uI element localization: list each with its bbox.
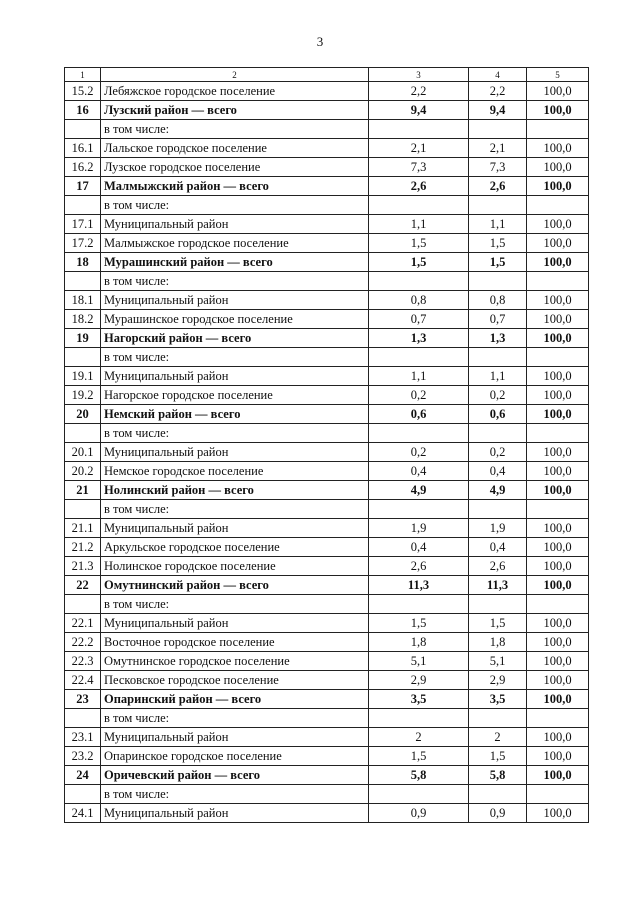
table-row [65,443,589,462]
row-value-col3-cell: 1,5 [369,234,469,253]
row-number-cell: 17 [65,177,101,196]
row-value-col3-cell: 1,9 [369,519,469,538]
row-name-cell: в том числе: [101,120,369,139]
row-name-cell: Песковское городское поселение [101,671,369,690]
row-value-col3-cell [369,709,469,728]
row-name-cell: Омутнинское городское поселение [101,652,369,671]
row-value-col4-cell: 2,9 [469,671,527,690]
row-value-col4-cell: 0,4 [469,462,527,481]
row-value-col5-cell [527,272,589,291]
row-value-col3-cell: 2,1 [369,139,469,158]
table-row [65,804,589,823]
row-number-cell: 22.2 [65,633,101,652]
row-value-col5-cell: 100,0 [527,671,589,690]
row-value-col4-cell: 2,2 [469,82,527,101]
row-name-cell: Лебяжское городское поселение [101,82,369,101]
row-name-cell: Муниципальный район [101,614,369,633]
row-name-cell: Малмыжское городское поселение [101,234,369,253]
row-value-col4-cell: 11,3 [469,576,527,595]
row-value-col4-cell: 1,5 [469,234,527,253]
row-number-cell: 16 [65,101,101,120]
table-row-district-total [65,177,589,196]
row-value-col5-cell [527,500,589,519]
row-value-col4-cell [469,595,527,614]
table-row [65,557,589,576]
row-value-col4-cell: 1,1 [469,367,527,386]
row-value-col5-cell: 100,0 [527,310,589,329]
table-row [65,709,589,728]
row-name-cell: Мурашинский район — всего [101,253,369,272]
row-value-col4-cell [469,196,527,215]
row-name-cell: в том числе: [101,709,369,728]
row-name-cell: Нолинский район — всего [101,481,369,500]
row-value-col3-cell: 1,8 [369,633,469,652]
row-value-col5-cell: 100,0 [527,367,589,386]
table-row-district-total [65,481,589,500]
row-value-col5-cell: 100,0 [527,538,589,557]
row-number-cell: 23 [65,690,101,709]
row-number-cell: 19.2 [65,386,101,405]
row-number-cell [65,424,101,443]
table-header-row [65,68,589,82]
header-cell-col3: 3 [369,68,469,82]
row-value-col5-cell: 100,0 [527,443,589,462]
row-value-col4-cell: 0,6 [469,405,527,424]
row-value-col5-cell: 100,0 [527,728,589,747]
row-name-cell: Оричевский район — всего [101,766,369,785]
row-value-col3-cell [369,500,469,519]
row-number-cell [65,348,101,367]
header-cell-col2: 2 [101,68,369,82]
table-row [65,424,589,443]
row-value-col3-cell [369,424,469,443]
row-number-cell: 19.1 [65,367,101,386]
row-value-col5-cell [527,424,589,443]
row-value-col3-cell: 2,2 [369,82,469,101]
table-row [65,519,589,538]
row-value-col5-cell [527,709,589,728]
row-name-cell: Омутнинский район — всего [101,576,369,595]
row-value-col5-cell [527,120,589,139]
row-value-col4-cell [469,348,527,367]
row-number-cell: 22.1 [65,614,101,633]
row-value-col3-cell [369,595,469,614]
row-name-cell: Муниципальный район [101,291,369,310]
row-name-cell: в том числе: [101,595,369,614]
row-name-cell: Муниципальный район [101,728,369,747]
row-number-cell: 24.1 [65,804,101,823]
row-value-col4-cell: 5,1 [469,652,527,671]
row-value-col4-cell: 0,2 [469,443,527,462]
row-name-cell: Муниципальный район [101,519,369,538]
row-value-col3-cell: 1,1 [369,367,469,386]
row-name-cell: в том числе: [101,348,369,367]
row-value-col5-cell: 100,0 [527,519,589,538]
row-name-cell: Немское городское поселение [101,462,369,481]
row-name-cell: Нагорский район — всего [101,329,369,348]
row-value-col5-cell: 100,0 [527,215,589,234]
row-number-cell [65,785,101,804]
table-row [65,291,589,310]
row-number-cell: 22.4 [65,671,101,690]
table-row-district-total [65,690,589,709]
row-value-col5-cell: 100,0 [527,462,589,481]
table-row [65,386,589,405]
row-value-col3-cell: 1,5 [369,747,469,766]
row-name-cell: Муниципальный район [101,215,369,234]
row-value-col4-cell: 2 [469,728,527,747]
row-value-col3-cell: 3,5 [369,690,469,709]
row-value-col4-cell: 0,7 [469,310,527,329]
row-number-cell: 20 [65,405,101,424]
row-name-cell: в том числе: [101,424,369,443]
row-value-col4-cell: 0,9 [469,804,527,823]
row-value-col4-cell: 1,3 [469,329,527,348]
row-value-col5-cell: 100,0 [527,557,589,576]
row-number-cell: 23.2 [65,747,101,766]
row-number-cell [65,120,101,139]
row-name-cell: Опаринское городское поселение [101,747,369,766]
table-row [65,196,589,215]
row-name-cell: Муниципальный район [101,804,369,823]
row-number-cell: 18.2 [65,310,101,329]
row-number-cell: 15.2 [65,82,101,101]
row-value-col5-cell [527,196,589,215]
row-value-col3-cell: 2,6 [369,557,469,576]
row-value-col5-cell [527,348,589,367]
row-number-cell [65,595,101,614]
row-value-col3-cell: 1,1 [369,215,469,234]
table-row [65,272,589,291]
row-value-col4-cell: 2,1 [469,139,527,158]
header-cell-col5: 5 [527,68,589,82]
row-value-col4-cell: 1,1 [469,215,527,234]
table-row [65,652,589,671]
row-number-cell [65,709,101,728]
row-value-col3-cell: 9,4 [369,101,469,120]
row-value-col5-cell: 100,0 [527,101,589,120]
row-value-col3-cell: 1,3 [369,329,469,348]
row-value-col4-cell: 0,4 [469,538,527,557]
row-number-cell: 20.1 [65,443,101,462]
row-value-col5-cell [527,595,589,614]
row-value-col3-cell: 1,5 [369,253,469,272]
row-name-cell: Аркульское городское поселение [101,538,369,557]
row-value-col3-cell: 7,3 [369,158,469,177]
row-value-col3-cell: 0,7 [369,310,469,329]
row-number-cell: 18 [65,253,101,272]
table-row-district-total [65,766,589,785]
row-value-col3-cell: 0,2 [369,386,469,405]
row-value-col4-cell [469,272,527,291]
row-value-col4-cell [469,709,527,728]
row-value-col3-cell: 2 [369,728,469,747]
row-number-cell: 16.2 [65,158,101,177]
row-value-col5-cell: 100,0 [527,747,589,766]
table-row-district-total [65,576,589,595]
row-value-col4-cell: 9,4 [469,101,527,120]
row-number-cell: 21.3 [65,557,101,576]
table-row [65,120,589,139]
row-value-col3-cell: 11,3 [369,576,469,595]
row-value-col4-cell [469,424,527,443]
row-name-cell: Опаринский район — всего [101,690,369,709]
row-value-col4-cell: 0,8 [469,291,527,310]
row-number-cell: 21 [65,481,101,500]
row-value-col3-cell: 0,2 [369,443,469,462]
row-name-cell: Восточное городское поселение [101,633,369,652]
row-value-col4-cell [469,500,527,519]
row-number-cell [65,196,101,215]
row-number-cell [65,500,101,519]
row-value-col4-cell: 2,6 [469,177,527,196]
row-number-cell: 18.1 [65,291,101,310]
row-value-col3-cell: 0,9 [369,804,469,823]
row-value-col3-cell: 0,8 [369,291,469,310]
row-value-col4-cell [469,120,527,139]
row-value-col4-cell: 1,8 [469,633,527,652]
row-value-col3-cell [369,196,469,215]
row-value-col5-cell: 100,0 [527,804,589,823]
table-row [65,462,589,481]
row-number-cell [65,272,101,291]
row-value-col3-cell: 5,8 [369,766,469,785]
row-number-cell: 17.2 [65,234,101,253]
table-row [65,139,589,158]
row-name-cell: Лальское городское поселение [101,139,369,158]
row-value-col5-cell: 100,0 [527,177,589,196]
row-number-cell: 21.2 [65,538,101,557]
table-row [65,785,589,804]
row-value-col3-cell: 5,1 [369,652,469,671]
row-name-cell: Нолинское городское поселение [101,557,369,576]
row-value-col3-cell [369,348,469,367]
row-value-col3-cell [369,785,469,804]
table-row [65,367,589,386]
page-number: 3 [316,34,324,49]
row-value-col5-cell: 100,0 [527,386,589,405]
row-value-col5-cell: 100,0 [527,158,589,177]
row-name-cell: в том числе: [101,196,369,215]
row-value-col4-cell: 4,9 [469,481,527,500]
row-value-col3-cell: 0,4 [369,462,469,481]
row-value-col5-cell: 100,0 [527,652,589,671]
row-name-cell: Нагорское городское поселение [101,386,369,405]
row-value-col5-cell: 100,0 [527,82,589,101]
table-row [65,538,589,557]
table-row [65,310,589,329]
table-row [65,728,589,747]
table-row [65,633,589,652]
row-value-col5-cell: 100,0 [527,633,589,652]
row-name-cell: Лузский район — всего [101,101,369,120]
row-value-col3-cell [369,272,469,291]
header-cell-col4: 4 [469,68,527,82]
row-value-col5-cell: 100,0 [527,139,589,158]
row-value-col4-cell: 0,2 [469,386,527,405]
table-row [65,614,589,633]
table-row [65,215,589,234]
row-value-col3-cell: 0,4 [369,538,469,557]
row-value-col4-cell: 5,8 [469,766,527,785]
row-number-cell: 22.3 [65,652,101,671]
row-value-col5-cell: 100,0 [527,766,589,785]
row-value-col4-cell [469,785,527,804]
data-table [64,67,589,823]
row-name-cell: Немский район — всего [101,405,369,424]
row-value-col4-cell: 2,6 [469,557,527,576]
table-row-district-total [65,101,589,120]
row-number-cell: 22 [65,576,101,595]
row-value-col5-cell: 100,0 [527,481,589,500]
table-row-district-total [65,329,589,348]
table-row [65,747,589,766]
row-value-col5-cell [527,785,589,804]
row-value-col4-cell: 3,5 [469,690,527,709]
row-name-cell: Муниципальный район [101,443,369,462]
header-cell-col1: 1 [65,68,101,82]
row-number-cell: 21.1 [65,519,101,538]
row-name-cell: в том числе: [101,785,369,804]
row-number-cell: 24 [65,766,101,785]
table-row [65,500,589,519]
table-row [65,234,589,253]
table-row [65,158,589,177]
row-value-col3-cell: 2,6 [369,177,469,196]
row-value-col4-cell: 1,5 [469,253,527,272]
row-value-col5-cell: 100,0 [527,329,589,348]
row-value-col5-cell: 100,0 [527,234,589,253]
row-value-col4-cell: 1,5 [469,747,527,766]
row-value-col3-cell: 2,9 [369,671,469,690]
row-value-col5-cell: 100,0 [527,690,589,709]
row-value-col4-cell: 1,9 [469,519,527,538]
table-row [65,348,589,367]
row-name-cell: Лузское городское поселение [101,158,369,177]
row-name-cell: Муниципальный район [101,367,369,386]
table-row-district-total [65,405,589,424]
row-value-col4-cell: 1,5 [469,614,527,633]
row-number-cell: 23.1 [65,728,101,747]
row-name-cell: в том числе: [101,500,369,519]
table-row [65,82,589,101]
row-number-cell: 20.2 [65,462,101,481]
row-value-col4-cell: 7,3 [469,158,527,177]
row-value-col5-cell: 100,0 [527,405,589,424]
row-name-cell: в том числе: [101,272,369,291]
row-value-col5-cell: 100,0 [527,291,589,310]
row-value-col3-cell: 4,9 [369,481,469,500]
row-number-cell: 17.1 [65,215,101,234]
row-name-cell: Мурашинское городское поселение [101,310,369,329]
row-number-cell: 19 [65,329,101,348]
table-row [65,671,589,690]
row-value-col5-cell: 100,0 [527,576,589,595]
row-number-cell: 16.1 [65,139,101,158]
row-value-col5-cell: 100,0 [527,253,589,272]
row-name-cell: Малмыжский район — всего [101,177,369,196]
table-row-district-total [65,253,589,272]
row-value-col5-cell: 100,0 [527,614,589,633]
table-row [65,595,589,614]
row-value-col3-cell: 0,6 [369,405,469,424]
row-value-col3-cell [369,120,469,139]
row-value-col3-cell: 1,5 [369,614,469,633]
